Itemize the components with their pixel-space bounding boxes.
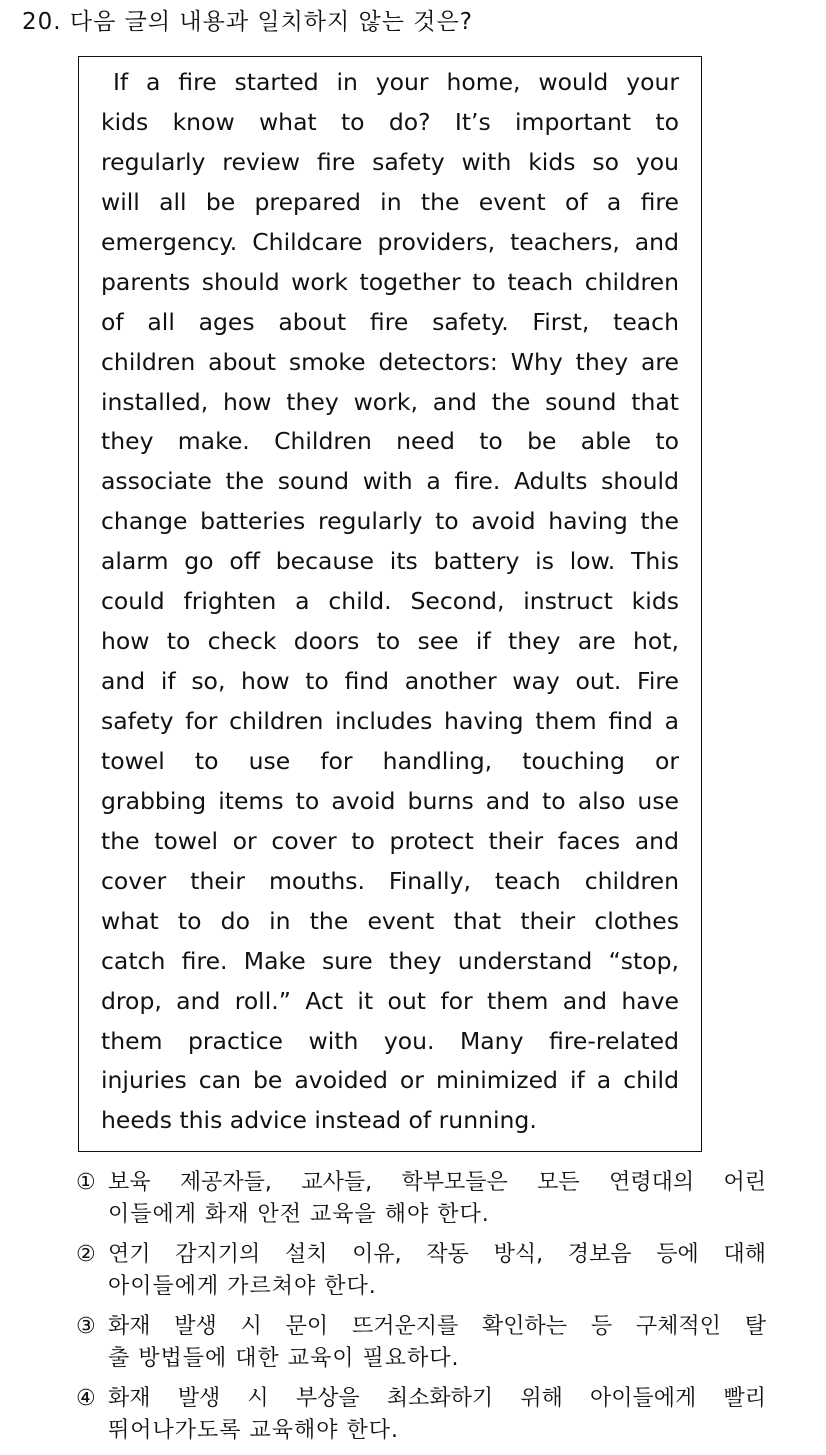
passage-line: If a fire started in your home, would your: [113, 68, 679, 96]
option-marker: ②: [76, 1242, 96, 1267]
passage-line: parents should work together to teach children: [101, 267, 679, 296]
passage-line: alarm go off because its battery is low. This: [101, 547, 679, 576]
passage-line: how to check doors to see if they are hot,: [101, 627, 679, 656]
passage-line: and if so, how to find another way out. Fire: [101, 667, 679, 696]
passage-line: cover their mouths. Finally, teach children: [101, 866, 679, 895]
passage-line: associate the sound with a fire. Adults should: [101, 467, 679, 496]
passage-line: of all ages about fire safety. First, teach: [101, 307, 679, 336]
passage-line: heeds this advice instead of running.: [101, 1106, 537, 1135]
option-text-line: 출 방법들에 대한 교육이 필요하다.: [108, 1346, 460, 1371]
passage-line: change batteries regularly to avoid having the: [101, 507, 679, 536]
option-text-line: 연기 감지기의 설치 이유, 작동 방식, 경보음 등에 대해: [108, 1242, 766, 1267]
option-text-line: 화재 발생 시 부상을 최소화하기 위해 아이들에게 빨리: [108, 1386, 766, 1411]
passage-line: safety for children includes having them find a: [101, 707, 679, 735]
question-title: 20. 다음 글의 내용과 일치하지 않는 것은?: [22, 9, 473, 35]
passage-line: the towel or cover to protect their faces and: [101, 826, 679, 855]
passage-line: grabbing items to avoid burns and to also use: [101, 786, 679, 815]
passage-line: children about smoke detectors: Why they are: [101, 347, 679, 376]
passage-line: drop, and roll.” Act it out for them and have: [101, 986, 679, 1015]
passage-line: what to do in the event that their clothes: [101, 906, 679, 935]
passage-line: emergency. Childcare providers, teachers, and: [101, 227, 679, 256]
answer-option-1[interactable]: [76, 1167, 766, 1231]
passage-line: will all be prepared in the event of a fire: [101, 187, 679, 216]
option-marker: ③: [76, 1314, 96, 1339]
answer-option-3[interactable]: [76, 1311, 766, 1375]
passage-line: injuries can be avoided or minimized if a child: [101, 1066, 679, 1095]
passage-line: catch fire. Make sure they understand “stop,: [101, 946, 679, 975]
passage-line: them practice with you. Many fire-related: [101, 1026, 679, 1055]
option-text-line: 아이들에게 가르쳐야 한다.: [108, 1274, 377, 1299]
option-text-line: 이들에게 화재 안전 교육을 해야 한다.: [108, 1202, 490, 1227]
answer-option-2[interactable]: [76, 1239, 766, 1303]
passage-line: towel to use for handling, touching or: [101, 746, 679, 775]
passage-line: installed, how they work, and the sound that: [101, 387, 679, 416]
option-text-line: 뛰어나가도록 교육해야 한다.: [108, 1418, 400, 1443]
passage-line: they make. Children need to be able to: [101, 427, 679, 456]
option-marker: ①: [76, 1170, 96, 1195]
option-text-line: 화재 발생 시 문이 뜨거운지를 확인하는 등 구체적인 탈: [108, 1314, 766, 1339]
passage-line: could frighten a child. Second, instruct kids: [101, 587, 679, 616]
answer-option-4[interactable]: [76, 1383, 766, 1447]
passage-line: kids know what to do? It’s important to: [101, 107, 679, 136]
option-text-line: 보육 제공자들, 교사들, 학부모들은 모든 연령대의 어린: [108, 1170, 766, 1195]
passage-line: regularly review fire safety with kids so you: [101, 147, 679, 176]
option-marker: ④: [76, 1386, 96, 1411]
passage-box: [78, 56, 702, 1152]
answer-options: [76, 1167, 766, 1455]
